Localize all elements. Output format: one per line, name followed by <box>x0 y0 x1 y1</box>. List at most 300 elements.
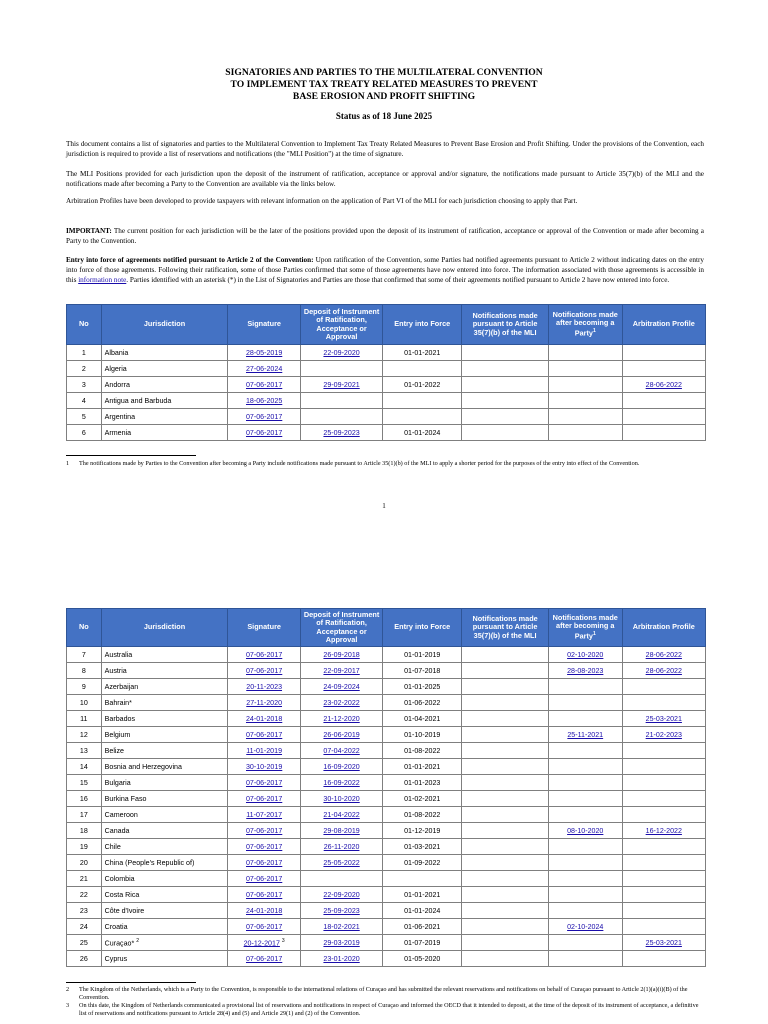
cell-deposit-value[interactable]: 23-02-2022 <box>323 698 360 707</box>
entry-label: Entry into force of agreements notified pursuant to Article 2 of the Convention: <box>66 256 314 264</box>
entry-into-force-paragraph <box>66 256 704 285</box>
cell-no <box>67 839 102 855</box>
cell-notifications-after-party <box>548 377 622 393</box>
table-row <box>67 903 706 919</box>
cell-jurisdiction-value: Croatia <box>104 922 128 931</box>
cell-signature[interactable] <box>228 393 301 409</box>
cell-signature[interactable] <box>228 951 301 967</box>
cell-notifications-after-party <box>548 345 622 361</box>
cell-no-value: 14 <box>79 762 88 771</box>
cell-signature[interactable] <box>228 935 301 951</box>
cell-deposit-value[interactable]: 29-09-2021 <box>323 380 360 389</box>
table-row <box>67 775 706 791</box>
cell-signature[interactable] <box>228 425 301 441</box>
header-signature: Signature <box>228 305 301 345</box>
cell-deposit[interactable] <box>300 951 382 967</box>
cell-signature[interactable] <box>228 647 301 663</box>
cell-no-value: 6 <box>81 428 86 437</box>
cell-signature[interactable] <box>228 903 301 919</box>
cell-deposit-value[interactable]: 26-06-2019 <box>323 730 360 739</box>
cell-jurisdiction-value: China (People's Republic of) <box>104 858 195 867</box>
cell-deposit[interactable] <box>300 855 382 871</box>
cell-signature-value[interactable]: 07-06-2017 <box>245 412 283 421</box>
cell-entry-into-force-value: 01-01-2021 <box>404 348 441 357</box>
table-row <box>67 727 706 743</box>
cell-entry-into-force <box>383 887 462 903</box>
important-paragraph <box>66 227 704 247</box>
cell-entry-into-force-value: 01-03-2021 <box>404 842 441 851</box>
cell-entry-into-force-value: 01-02-2021 <box>404 794 441 803</box>
cell-entry-into-force <box>383 345 462 361</box>
cell-deposit[interactable] <box>300 759 382 775</box>
table-row <box>67 855 706 871</box>
cell-arbitration-profile-value[interactable]: 28-06-2022 <box>645 380 682 389</box>
cell-arbitration-profile[interactable] <box>622 935 705 951</box>
cell-jurisdiction <box>101 647 228 663</box>
table-row <box>67 919 706 935</box>
footnote-3-number: 3 <box>66 1002 70 1009</box>
cell-entry-into-force <box>383 679 462 695</box>
cell-notifications-after-party <box>548 887 622 903</box>
cell-arbitration-profile[interactable] <box>622 647 705 663</box>
cell-deposit-value[interactable]: 07-04-2022 <box>323 746 360 755</box>
cell-entry-into-force-value: 01-01-2024 <box>404 906 441 915</box>
cell-no <box>67 903 102 919</box>
cell-entry-into-force-value: 01-12-2019 <box>404 826 441 835</box>
cell-arbitration-profile-value[interactable]: 28-06-2022 <box>645 650 682 659</box>
cell-no <box>67 647 102 663</box>
cell-signature[interactable] <box>228 791 301 807</box>
cell-jurisdiction <box>101 887 228 903</box>
cell-deposit[interactable] <box>300 727 382 743</box>
cell-arbitration-profile <box>622 679 705 695</box>
cell-signature-value[interactable]: 07-06-2017 <box>245 380 283 389</box>
cell-entry-into-force-value: 01-06-2021 <box>404 922 441 931</box>
cell-signature[interactable] <box>228 663 301 679</box>
cell-arbitration-profile[interactable] <box>622 377 705 393</box>
title-line-1: SIGNATORIES AND PARTIES TO THE MULTILATERAL CONVENTION <box>225 67 543 78</box>
cell-no-value: 2 <box>81 364 86 373</box>
cell-notifications-35-7-b <box>462 935 549 951</box>
cell-deposit-value[interactable]: 25-09-2023 <box>323 906 360 915</box>
cell-no-value: 12 <box>79 730 88 739</box>
cell-entry-into-force-value: 01-01-2024 <box>404 428 441 437</box>
cell-signature-value[interactable]: 24-01-2018 <box>245 906 283 915</box>
cell-no-value: 26 <box>79 954 88 963</box>
cell-notifications-35-7-b <box>462 743 549 759</box>
cell-no-value: 3 <box>81 380 86 389</box>
cell-deposit[interactable] <box>300 919 382 935</box>
cell-notifications-35-7-b <box>462 727 549 743</box>
cell-deposit-value[interactable]: 16-09-2020 <box>323 762 360 771</box>
cell-notifications-after-party[interactable] <box>548 727 622 743</box>
footnote-rule <box>66 982 196 983</box>
cell-notifications-after-party-value[interactable]: 08-10-2020 <box>567 826 604 835</box>
cell-jurisdiction <box>101 823 228 839</box>
cell-signature-value[interactable]: 07-06-2017 <box>245 650 283 659</box>
cell-arbitration-profile <box>622 951 705 967</box>
cell-notifications-after-party[interactable] <box>548 823 622 839</box>
cell-jurisdiction <box>101 839 228 855</box>
cell-no-value: 17 <box>79 810 88 819</box>
cell-signature[interactable] <box>228 855 301 871</box>
cell-entry-into-force-value: 01-04-2021 <box>404 714 441 723</box>
cell-jurisdiction-value: Côte d'Ivoire <box>104 906 145 915</box>
cell-jurisdiction <box>101 425 228 441</box>
cell-no-value: 22 <box>79 890 88 899</box>
cell-arbitration-profile-value[interactable]: 16-12-2022 <box>645 826 682 835</box>
cell-signature-value[interactable]: 07-06-2017 <box>245 954 283 963</box>
cell-entry-into-force-value: 01-07-2019 <box>404 938 441 947</box>
cell-notifications-35-7-b <box>462 695 549 711</box>
cell-notifications-35-7-b <box>462 871 549 887</box>
cell-deposit-value[interactable]: 22-09-2020 <box>323 348 360 357</box>
cell-jurisdiction-value: Cameroon <box>104 810 138 819</box>
cell-signature[interactable] <box>228 727 301 743</box>
cell-deposit[interactable] <box>300 711 382 727</box>
cell-entry-into-force <box>383 663 462 679</box>
cell-deposit-value[interactable]: 30-10-2020 <box>323 794 360 803</box>
cell-deposit[interactable] <box>300 903 382 919</box>
table-row <box>67 951 706 967</box>
cell-entry-into-force <box>383 775 462 791</box>
cell-entry-into-force-value: 01-10-2019 <box>404 730 441 739</box>
cell-deposit[interactable] <box>300 695 382 711</box>
cell-deposit-value[interactable]: 25-09-2023 <box>323 428 360 437</box>
cell-no-value: 20 <box>79 858 88 867</box>
cell-notifications-after-party-value[interactable]: 02-10-2020 <box>567 650 604 659</box>
table-row <box>67 409 706 425</box>
cell-deposit[interactable] <box>300 679 382 695</box>
cell-arbitration-profile-value[interactable]: 28-06-2022 <box>645 666 682 675</box>
cell-notifications-35-7-b <box>462 855 549 871</box>
cell-signature-value[interactable]: 07-06-2017 <box>245 730 283 739</box>
table-row <box>67 393 706 409</box>
cell-arbitration-profile <box>622 791 705 807</box>
cell-signature-value[interactable]: 07-06-2017 <box>245 778 283 787</box>
cell-arbitration-profile <box>622 345 705 361</box>
cell-deposit <box>300 393 382 409</box>
cell-deposit[interactable] <box>300 663 382 679</box>
footnote-1-number: 1 <box>66 460 70 467</box>
cell-deposit[interactable] <box>300 377 382 393</box>
table-row <box>67 647 706 663</box>
cell-signature-value[interactable]: 27-06-2024 <box>245 364 283 373</box>
document-page-2 <box>0 520 768 1024</box>
cell-signature[interactable] <box>228 711 301 727</box>
cell-jurisdiction <box>101 679 228 695</box>
cell-entry-into-force <box>383 695 462 711</box>
cell-signature[interactable] <box>228 679 301 695</box>
cell-notifications-35-7-b <box>462 679 549 695</box>
cell-entry-into-force-value: 01-01-2021 <box>404 890 441 899</box>
cell-no <box>67 743 102 759</box>
cell-signature[interactable] <box>228 887 301 903</box>
cell-no-value: 18 <box>79 826 88 835</box>
cell-jurisdiction <box>101 903 228 919</box>
cell-entry-into-force <box>383 903 462 919</box>
cell-deposit-value[interactable]: 29-03-2019 <box>323 938 360 947</box>
cell-jurisdiction-value: Bosnia and Herzegovina <box>104 762 182 771</box>
cell-jurisdiction <box>101 345 228 361</box>
cell-signature-value[interactable]: 27-11-2020 <box>246 698 283 707</box>
cell-notifications-35-7-b <box>462 823 549 839</box>
cell-deposit-value[interactable]: 24-09-2024 <box>323 682 360 691</box>
table-row <box>67 791 706 807</box>
cell-signature[interactable] <box>228 823 301 839</box>
cell-entry-into-force-value: 01-01-2021 <box>404 762 441 771</box>
cell-deposit[interactable] <box>300 935 382 951</box>
cell-notifications-after-party <box>548 791 622 807</box>
cell-deposit-value[interactable]: 21-04-2022 <box>323 810 360 819</box>
cell-deposit[interactable] <box>300 823 382 839</box>
cell-jurisdiction-value: Colombia <box>104 874 135 883</box>
cell-arbitration-profile[interactable] <box>622 711 705 727</box>
cell-deposit-value[interactable]: 16-09-2022 <box>323 778 360 787</box>
cell-arbitration-profile <box>622 759 705 775</box>
footnote-ref: 3 <box>281 937 285 944</box>
table-body-page-1 <box>67 345 706 441</box>
cell-signature-value[interactable]: 07-06-2017 <box>245 890 283 899</box>
header-entry-into-force: Entry into Force <box>383 305 462 345</box>
cell-no <box>67 791 102 807</box>
cell-deposit-value[interactable]: 26-09-2018 <box>323 650 360 659</box>
cell-notifications-after-party <box>548 425 622 441</box>
table-body-page-2 <box>67 647 706 967</box>
cell-signature-value[interactable]: 07-06-2017 <box>245 666 283 675</box>
cell-arbitration-profile <box>622 743 705 759</box>
cell-deposit-value[interactable]: 18-02-2021 <box>323 922 360 931</box>
cell-signature-value[interactable]: 07-06-2017 <box>245 842 283 851</box>
cell-entry-into-force <box>383 919 462 935</box>
cell-jurisdiction-value: Albania <box>104 348 129 357</box>
cell-deposit[interactable] <box>300 425 382 441</box>
cell-jurisdiction-value: Costa Rica <box>104 890 140 899</box>
cell-jurisdiction <box>101 775 228 791</box>
cell-entry-into-force <box>383 425 462 441</box>
cell-arbitration-profile-value[interactable]: 25-03-2021 <box>645 938 682 947</box>
cell-notifications-after-party <box>548 409 622 425</box>
cell-notifications-35-7-b <box>462 903 549 919</box>
cell-no <box>67 663 102 679</box>
cell-no <box>67 393 102 409</box>
cell-signature[interactable] <box>228 377 301 393</box>
cell-no-value: 21 <box>79 874 88 883</box>
cell-jurisdiction <box>101 377 228 393</box>
cell-no <box>67 679 102 695</box>
header-arbitration-profile: Arbitration Profile <box>622 609 705 647</box>
cell-notifications-after-party <box>548 807 622 823</box>
cell-signature-value[interactable]: 07-06-2017 <box>245 826 283 835</box>
cell-signature-value[interactable]: 07-06-2017 <box>245 794 283 803</box>
cell-entry-into-force <box>383 935 462 951</box>
header-jurisdiction: Jurisdiction <box>101 609 228 647</box>
table-row <box>67 695 706 711</box>
arbitration-paragraph: Arbitration Profiles have been developed to provide taxpayers with relevant information on the application of Part VI of the MLI for each jurisdiction choosing to apply that Part. <box>66 197 578 205</box>
cell-notifications-after-party <box>548 935 622 951</box>
cell-arbitration-profile-value[interactable]: 25-03-2021 <box>645 714 682 723</box>
cell-jurisdiction-value: Belgium <box>104 730 131 739</box>
cell-notifications-after-party[interactable] <box>548 663 622 679</box>
cell-deposit-value[interactable]: 23-01-2020 <box>323 954 360 963</box>
cell-signature-value[interactable]: 20-11-2023 <box>246 682 283 691</box>
header-notifications-after-label: Notifications made after becoming a Party <box>552 309 618 338</box>
footnote-3-text: On this date, the Kingdom of Netherlands communicated a provisional list of reservations and notifications in respect of Curaçao and informed the OECD that it intended to deposit, at the time of the deposit of its instrument of acceptance, a definitive list of reservations and notifications pursuant to Article 28(4) and (5) and Article 29(1) and (2) of the Convention. <box>79 1002 699 1017</box>
table-row <box>67 743 706 759</box>
cell-notifications-after-party[interactable] <box>548 647 622 663</box>
cell-deposit[interactable] <box>300 839 382 855</box>
cell-signature[interactable] <box>228 695 301 711</box>
table-row <box>67 871 706 887</box>
cell-entry-into-force-value: 01-07-2018 <box>404 666 441 675</box>
cell-signature[interactable] <box>228 759 301 775</box>
cell-notifications-35-7-b <box>462 647 549 663</box>
header-notifications-after-label: Notifications made after becoming a Party <box>552 612 618 641</box>
cell-signature[interactable] <box>228 409 301 425</box>
header-entry-into-force: Entry into Force <box>383 609 462 647</box>
header-notifications-after-party <box>548 609 622 647</box>
cell-jurisdiction-value: Belize <box>104 746 124 755</box>
cell-arbitration-profile <box>622 409 705 425</box>
cell-signature[interactable] <box>228 839 301 855</box>
cell-deposit-value[interactable]: 26-11-2020 <box>323 842 360 851</box>
cell-notifications-after-party-value[interactable]: 25-11-2021 <box>567 730 604 739</box>
cell-entry-into-force <box>383 871 462 887</box>
cell-no <box>67 361 102 377</box>
cell-deposit-value[interactable]: 22-09-2017 <box>323 666 360 675</box>
cell-no-value: 15 <box>79 778 88 787</box>
header-deposit: Deposit of Instrument of Ratification, Acceptance or Approval <box>300 609 382 647</box>
table-row <box>67 807 706 823</box>
information-note-link[interactable]: information note <box>78 275 127 284</box>
cell-arbitration-profile <box>622 695 705 711</box>
cell-signature-value[interactable]: 11-01-2019 <box>246 746 283 755</box>
cell-entry-into-force <box>383 807 462 823</box>
intro-paragraph: This document contains a list of signatories and parties to the Multilateral Convention to Implement Tax Treaty Related Measures to Prevent Base Erosion and Profit Shifting. Under the provisions of the Convention, each jurisdiction is required to provide a list of reservations and notifications (the "MLI Position") at the time of signature. <box>66 140 704 158</box>
cell-jurisdiction-value: Antigua and Barbuda <box>104 396 172 405</box>
cell-entry-into-force <box>383 377 462 393</box>
cell-signature-value[interactable]: 07-06-2017 <box>245 874 283 883</box>
cell-deposit-value[interactable]: 29-08-2019 <box>323 826 360 835</box>
cell-notifications-after-party <box>548 679 622 695</box>
cell-jurisdiction <box>101 759 228 775</box>
cell-arbitration-profile[interactable] <box>622 663 705 679</box>
cell-entry-into-force <box>383 839 462 855</box>
cell-jurisdiction-value: Chile <box>104 842 121 851</box>
cell-jurisdiction-value: Barbados <box>104 714 136 723</box>
cell-notifications-after-party-value[interactable]: 02-10-2024 <box>567 922 604 931</box>
cell-arbitration-profile <box>622 919 705 935</box>
cell-no <box>67 887 102 903</box>
cell-notifications-35-7-b <box>462 711 549 727</box>
cell-signature-value[interactable]: 28-05-2019 <box>245 348 283 357</box>
cell-jurisdiction-value: Argentina <box>104 412 136 421</box>
cell-deposit-value[interactable]: 22-09-2020 <box>323 890 360 899</box>
cell-signature-value[interactable]: 30-10-2019 <box>245 762 283 771</box>
footnote-2-number: 2 <box>66 986 70 993</box>
cell-deposit[interactable] <box>300 807 382 823</box>
signatories-table-page-2 <box>66 608 706 967</box>
cell-jurisdiction-value: Cyprus <box>104 954 128 963</box>
cell-signature-value[interactable]: 20-12-2017 <box>243 939 280 948</box>
cell-signature[interactable] <box>228 919 301 935</box>
cell-no <box>67 919 102 935</box>
cell-deposit-value[interactable]: 25-05-2022 <box>323 858 360 867</box>
cell-signature[interactable] <box>228 361 301 377</box>
cell-signature-value[interactable]: 18-06-2025 <box>245 396 283 405</box>
cell-signature-value[interactable]: 07-06-2017 <box>245 858 283 867</box>
header-jurisdiction: Jurisdiction <box>101 305 228 345</box>
header-notifications-35-7-b: Notifications made pursuant to Article 35(7)(b) of the MLI <box>462 305 549 345</box>
cell-signature[interactable] <box>228 775 301 791</box>
cell-deposit[interactable] <box>300 775 382 791</box>
table-row <box>67 425 706 441</box>
cell-no-value: 5 <box>81 412 86 421</box>
cell-jurisdiction-value: Armenia <box>104 428 132 437</box>
cell-signature[interactable] <box>228 743 301 759</box>
cell-deposit[interactable] <box>300 791 382 807</box>
cell-signature[interactable] <box>228 807 301 823</box>
cell-jurisdiction-value: Azerbaijan <box>104 682 139 691</box>
cell-signature[interactable] <box>228 871 301 887</box>
cell-jurisdiction-value: Australia <box>104 650 133 659</box>
cell-jurisdiction <box>101 919 228 935</box>
page-number: 1 <box>382 502 386 510</box>
cell-deposit-value[interactable]: 21-12-2020 <box>323 714 360 723</box>
cell-entry-into-force <box>383 951 462 967</box>
cell-notifications-35-7-b <box>462 409 549 425</box>
cell-jurisdiction <box>101 743 228 759</box>
header-notifications-35-7-b: Notifications made pursuant to Article 35(7)(b) of the MLI <box>462 609 549 647</box>
cell-arbitration-profile-value[interactable]: 21-02-2023 <box>645 730 682 739</box>
cell-no-value: 8 <box>81 666 86 675</box>
cell-notifications-35-7-b <box>462 839 549 855</box>
cell-signature-value[interactable]: 11-07-2017 <box>246 810 283 819</box>
cell-signature-value[interactable]: 07-06-2017 <box>245 922 283 931</box>
cell-notifications-35-7-b <box>462 759 549 775</box>
status-date: Status as of 18 June 2025 <box>335 111 433 121</box>
cell-arbitration-profile[interactable] <box>622 727 705 743</box>
cell-notifications-after-party[interactable] <box>548 919 622 935</box>
cell-no-value: 4 <box>81 396 86 405</box>
cell-notifications-after-party-value[interactable]: 28-08-2023 <box>567 666 604 675</box>
cell-no-value: 13 <box>79 746 88 755</box>
footnote-rule <box>66 455 196 456</box>
cell-notifications-35-7-b <box>462 791 549 807</box>
cell-jurisdiction <box>101 807 228 823</box>
table-row <box>67 345 706 361</box>
cell-deposit[interactable] <box>300 743 382 759</box>
cell-deposit[interactable] <box>300 887 382 903</box>
cell-notifications-after-party <box>548 775 622 791</box>
cell-notifications-35-7-b <box>462 361 549 377</box>
cell-signature-value[interactable]: 07-06-2017 <box>245 428 283 437</box>
cell-signature-value[interactable]: 24-01-2018 <box>245 714 283 723</box>
cell-jurisdiction <box>101 409 228 425</box>
cell-no <box>67 425 102 441</box>
cell-deposit <box>300 871 382 887</box>
cell-arbitration-profile[interactable] <box>622 823 705 839</box>
footnote-1 <box>66 460 706 468</box>
cell-no <box>67 951 102 967</box>
cell-notifications-35-7-b <box>462 377 549 393</box>
title-line-3: BASE EROSION AND PROFIT SHIFTING <box>292 91 476 102</box>
cell-deposit[interactable] <box>300 647 382 663</box>
cell-deposit[interactable] <box>300 345 382 361</box>
cell-signature[interactable] <box>228 345 301 361</box>
cell-arbitration-profile <box>622 807 705 823</box>
cell-jurisdiction <box>101 393 228 409</box>
